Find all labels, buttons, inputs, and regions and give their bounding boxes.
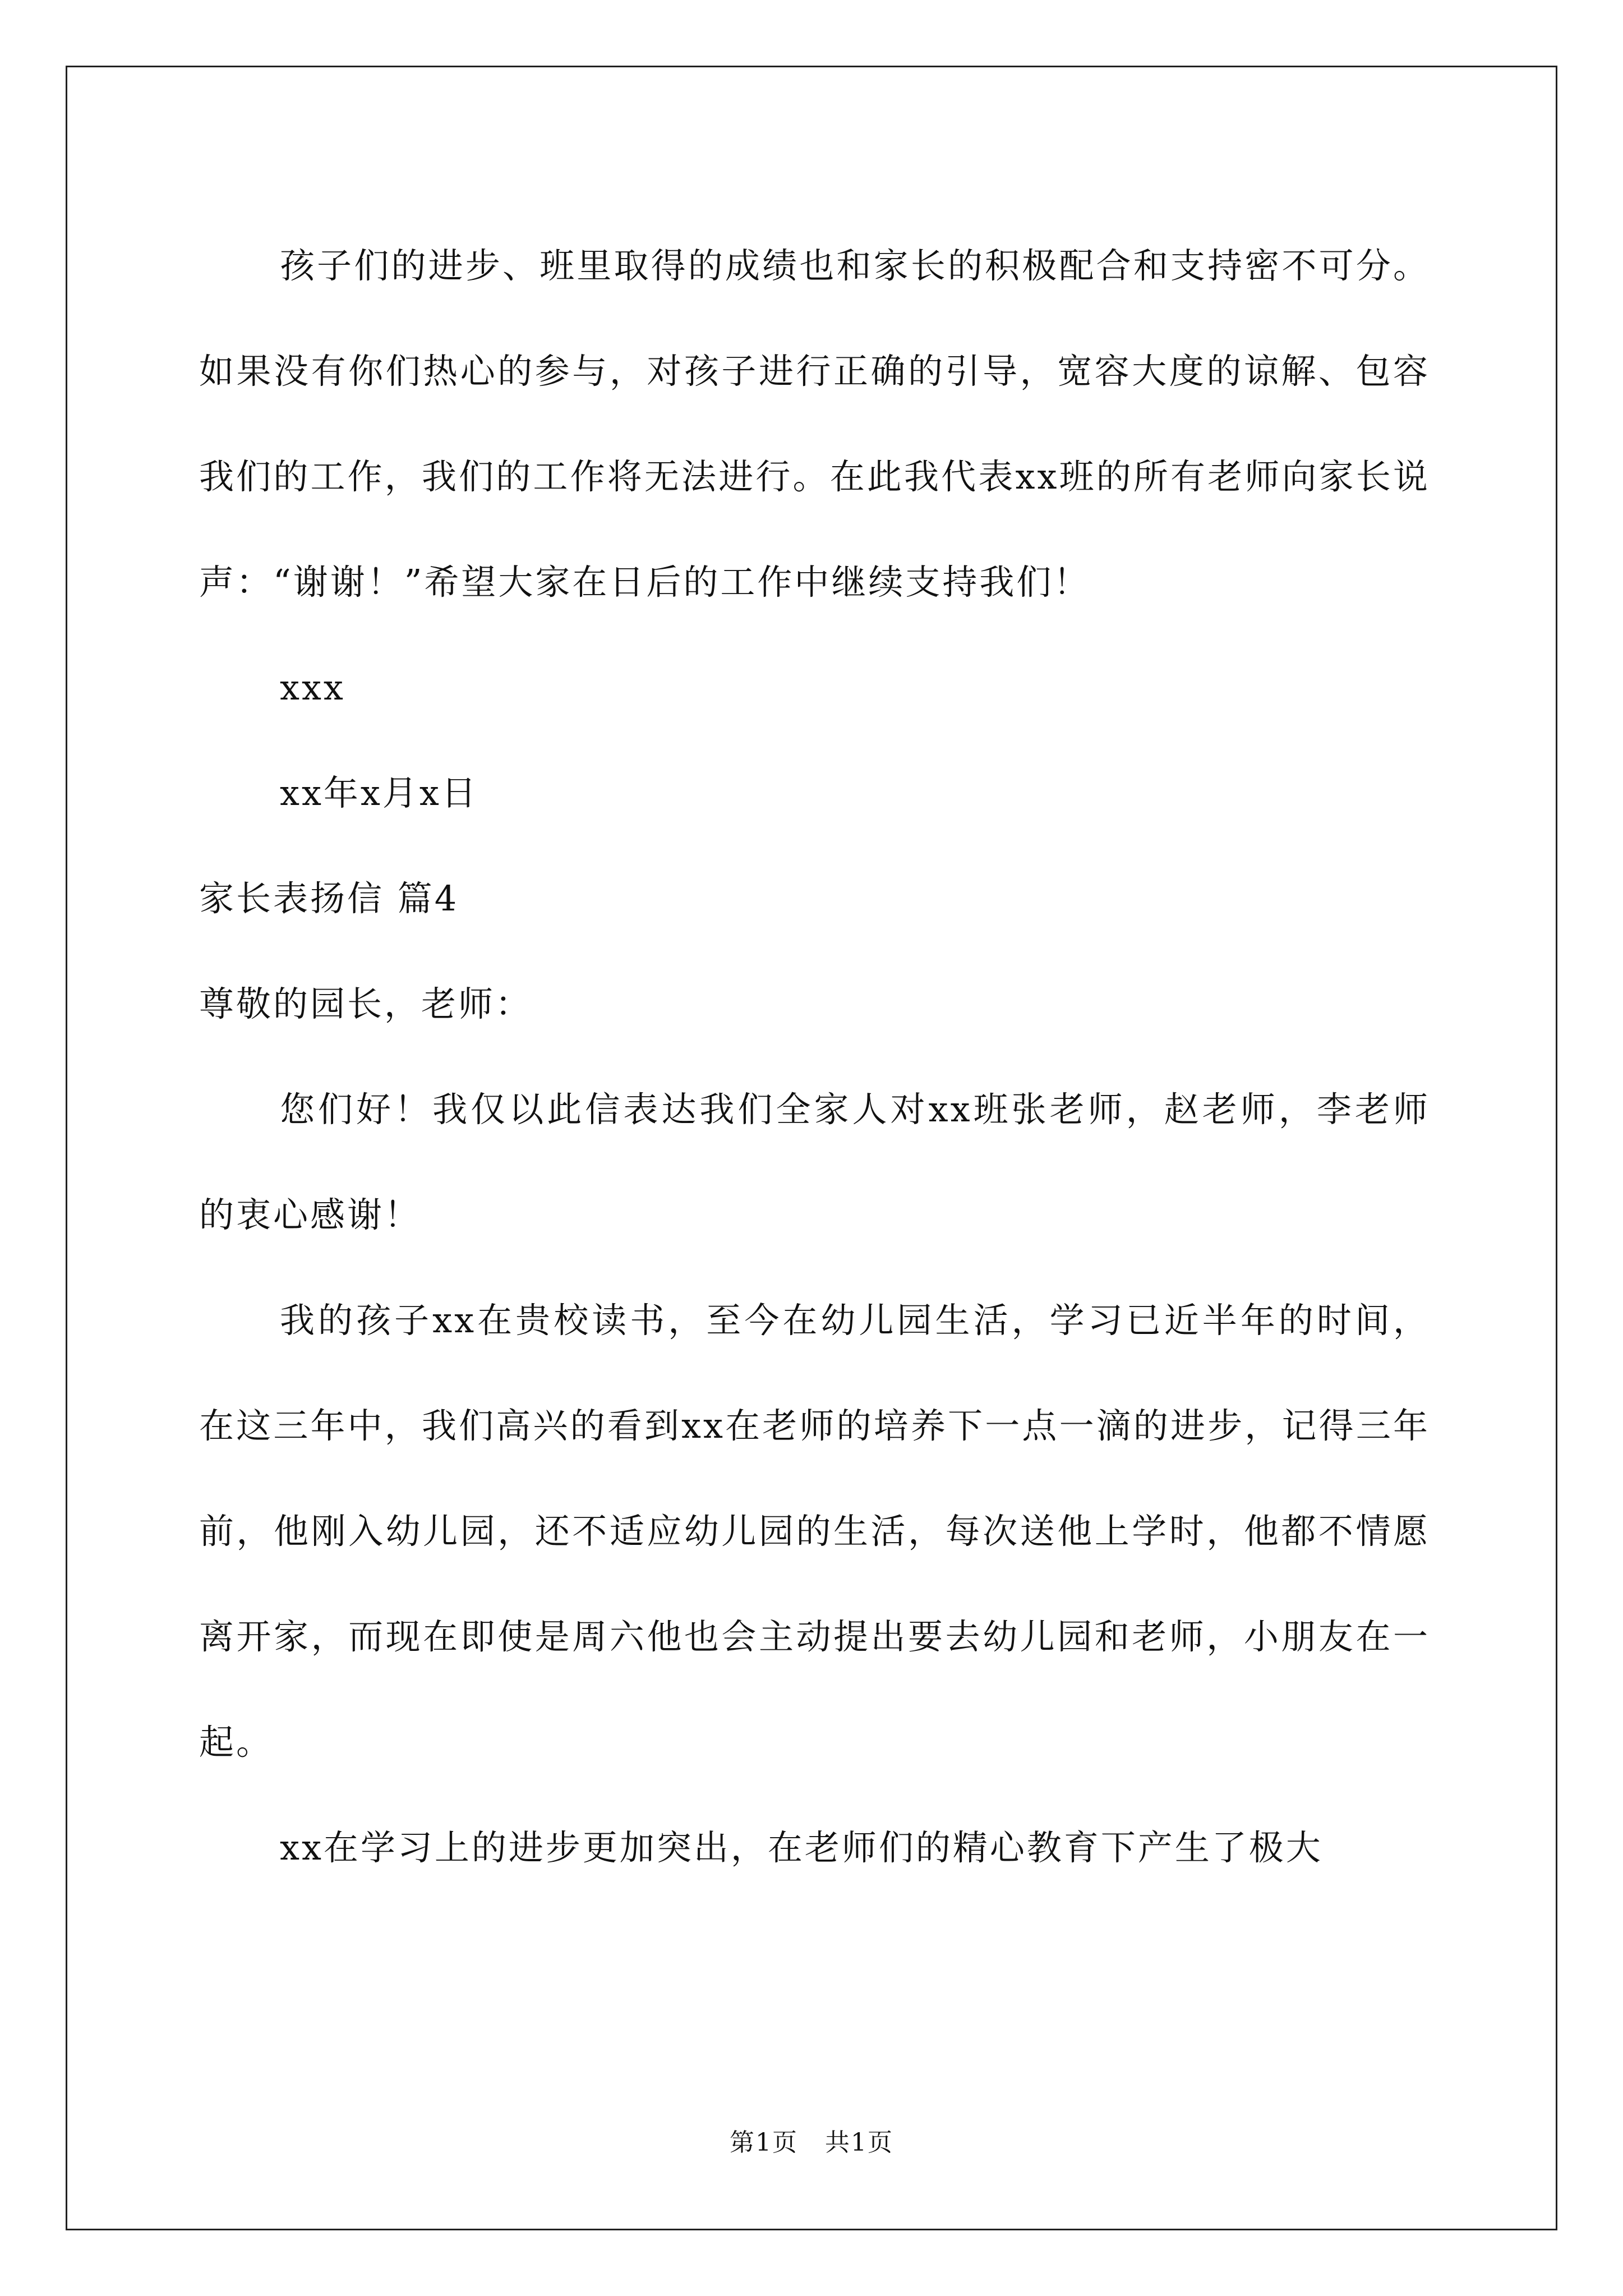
page-number: 第1页 (730, 2128, 798, 2157)
section-heading: 家长表扬信 篇4 (199, 878, 459, 919)
page-footer (0, 2126, 1623, 2160)
page-total: 共1页 (825, 2128, 893, 2157)
paragraph-study: xx在学习上的进步更加突出，在老师们的精心教育下产生了极大 (280, 1827, 1323, 1868)
signature-date: xx年x月x日 (280, 772, 478, 813)
paragraph-greeting: 您们好！我仅以此信表达我们全家人对xx班张老师，赵老师，李老师的衷心感谢！ (199, 1089, 1430, 1235)
paragraph-thanks-parents: 孩子们的进步、班里取得的成绩也和家长的积极配合和支持密不可分。如果没有你们热心的参与，对孩子进行正确的引导，宽容大度的谅解、包容我们的工作，我们的工作将无法进行。在此我代表xx班的所有老师向家长说声：“谢谢！”希望大家在日后的工作中继续支持我们！ (199, 245, 1430, 602)
paragraph-progress: 我的孩子xx在贵校读书，至今在幼儿园生活，学习已近半年的时间，在这三年中，我们高兴的看到xx在老师的培养下一点一滴的进步，记得三年前，他刚入幼儿园，还不适应幼儿园的生活，每次送他上学时，他都不情愿离开家，而现在即使是周六他也会主动提出要去幼儿园和老师，小朋友在一起。 (199, 1300, 1430, 1763)
document-body (199, 213, 1430, 1901)
letter-salutation: 尊敬的园长，老师： (199, 983, 533, 1024)
signature-name: xxx (280, 667, 345, 708)
